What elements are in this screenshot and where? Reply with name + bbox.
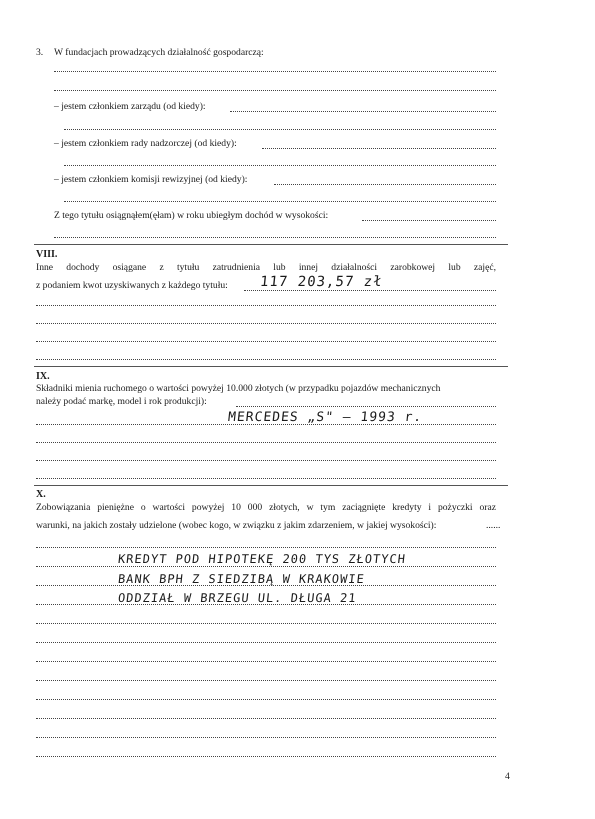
- section-8-description: Inne dochody osiągane z tytułu zatrudnienia lub innej działalności zarobkowej lub zajęć,: [36, 262, 496, 273]
- fill-line[interactable]: [36, 424, 496, 425]
- fill-line[interactable]: [36, 460, 496, 461]
- other-income-handwritten: 117 203,57 zł: [259, 274, 384, 290]
- other-income-field[interactable]: [244, 290, 496, 291]
- page-number: 4: [505, 771, 510, 782]
- fill-line[interactable]: [36, 642, 496, 643]
- section-10-description-2: warunki, na jakich zostały udzielone (wobec kogo, w związku z jakim zdarzeniem, w jakiej wysokości):: [36, 520, 437, 531]
- fill-line[interactable]: [36, 680, 496, 681]
- fill-line[interactable]: [36, 341, 496, 342]
- section-3-title: W fundacjach prowadzących działalność gospodarczą:: [54, 47, 264, 58]
- section-3-number: 3.: [36, 47, 44, 58]
- section-10-description: Zobowiązania pieniężne o wartości powyżej 10 000 złotych, w tym zaciągnięte kredyty i pożyczki oraz: [36, 502, 496, 513]
- management-board-field[interactable]: [230, 111, 496, 112]
- fill-line[interactable]: [36, 661, 496, 662]
- income-field[interactable]: [362, 220, 496, 221]
- fill-line[interactable]: [54, 237, 496, 238]
- movable-assets-handwritten: MERCEDES „S" – 1993 r.: [227, 410, 423, 425]
- fill-line[interactable]: [36, 718, 496, 719]
- section-8-heading: VIII.: [36, 249, 58, 260]
- fill-line[interactable]: [64, 165, 496, 166]
- section-divider: [34, 485, 508, 486]
- section-9-description-2: należy podać markę, model i rok produkcji):: [36, 396, 207, 407]
- section-10-heading: X.: [36, 489, 46, 500]
- fill-line[interactable]: [54, 71, 496, 72]
- fill-line[interactable]: [36, 623, 496, 624]
- liabilities-handwritten-line-2: BANK BPH Z SIEDZIBĄ W KRAKOWIE: [117, 572, 366, 586]
- fill-line[interactable]: [36, 323, 496, 324]
- section-divider: [34, 244, 508, 245]
- section-8-description-2: z podaniem kwot uzyskiwanych z każdego tytułu:: [36, 280, 228, 291]
- fill-line[interactable]: [36, 756, 496, 757]
- liabilities-handwritten-line-1: KREDYT POD HIPOTEKĘ 200 TYS ZŁOTYCH: [117, 552, 407, 566]
- fill-line[interactable]: [36, 699, 496, 700]
- supervisory-board-label: – jestem członkiem rady nadzorczej (od kiedy):: [54, 138, 237, 149]
- fill-line[interactable]: [36, 604, 496, 605]
- section-10-dots: ......: [486, 520, 501, 531]
- income-label: Z tego tytułu osiągnąłem(ęłam) w roku ubiegłym dochód w wysokości:: [54, 210, 329, 221]
- supervisory-board-field[interactable]: [262, 148, 496, 149]
- fill-line[interactable]: [36, 547, 496, 548]
- fill-line[interactable]: [36, 359, 496, 360]
- section-9-description: Składniki mienia ruchomego o wartości powyżej 10.000 złotych (w przypadku pojazdów mechanicznych: [36, 383, 441, 394]
- movable-assets-field[interactable]: [236, 406, 496, 407]
- fill-line[interactable]: [64, 129, 496, 130]
- section-9-heading: IX.: [36, 371, 50, 382]
- fill-line[interactable]: [36, 585, 496, 586]
- audit-committee-label: – jestem członkiem komisji rewizyjnej (od kiedy):: [54, 174, 248, 185]
- fill-line[interactable]: [36, 566, 496, 567]
- fill-line[interactable]: [36, 442, 496, 443]
- fill-line[interactable]: [36, 737, 496, 738]
- fill-line[interactable]: [64, 201, 496, 202]
- fill-line[interactable]: [54, 90, 496, 91]
- fill-line[interactable]: [36, 478, 496, 479]
- management-board-label: – jestem członkiem zarządu (od kiedy):: [54, 101, 206, 112]
- section-divider: [34, 366, 508, 367]
- fill-line[interactable]: [36, 305, 496, 306]
- liabilities-handwritten-line-3: ODDZIAŁ W BRZEGU UL. DŁUGA 21: [117, 591, 358, 605]
- audit-committee-field[interactable]: [274, 184, 496, 185]
